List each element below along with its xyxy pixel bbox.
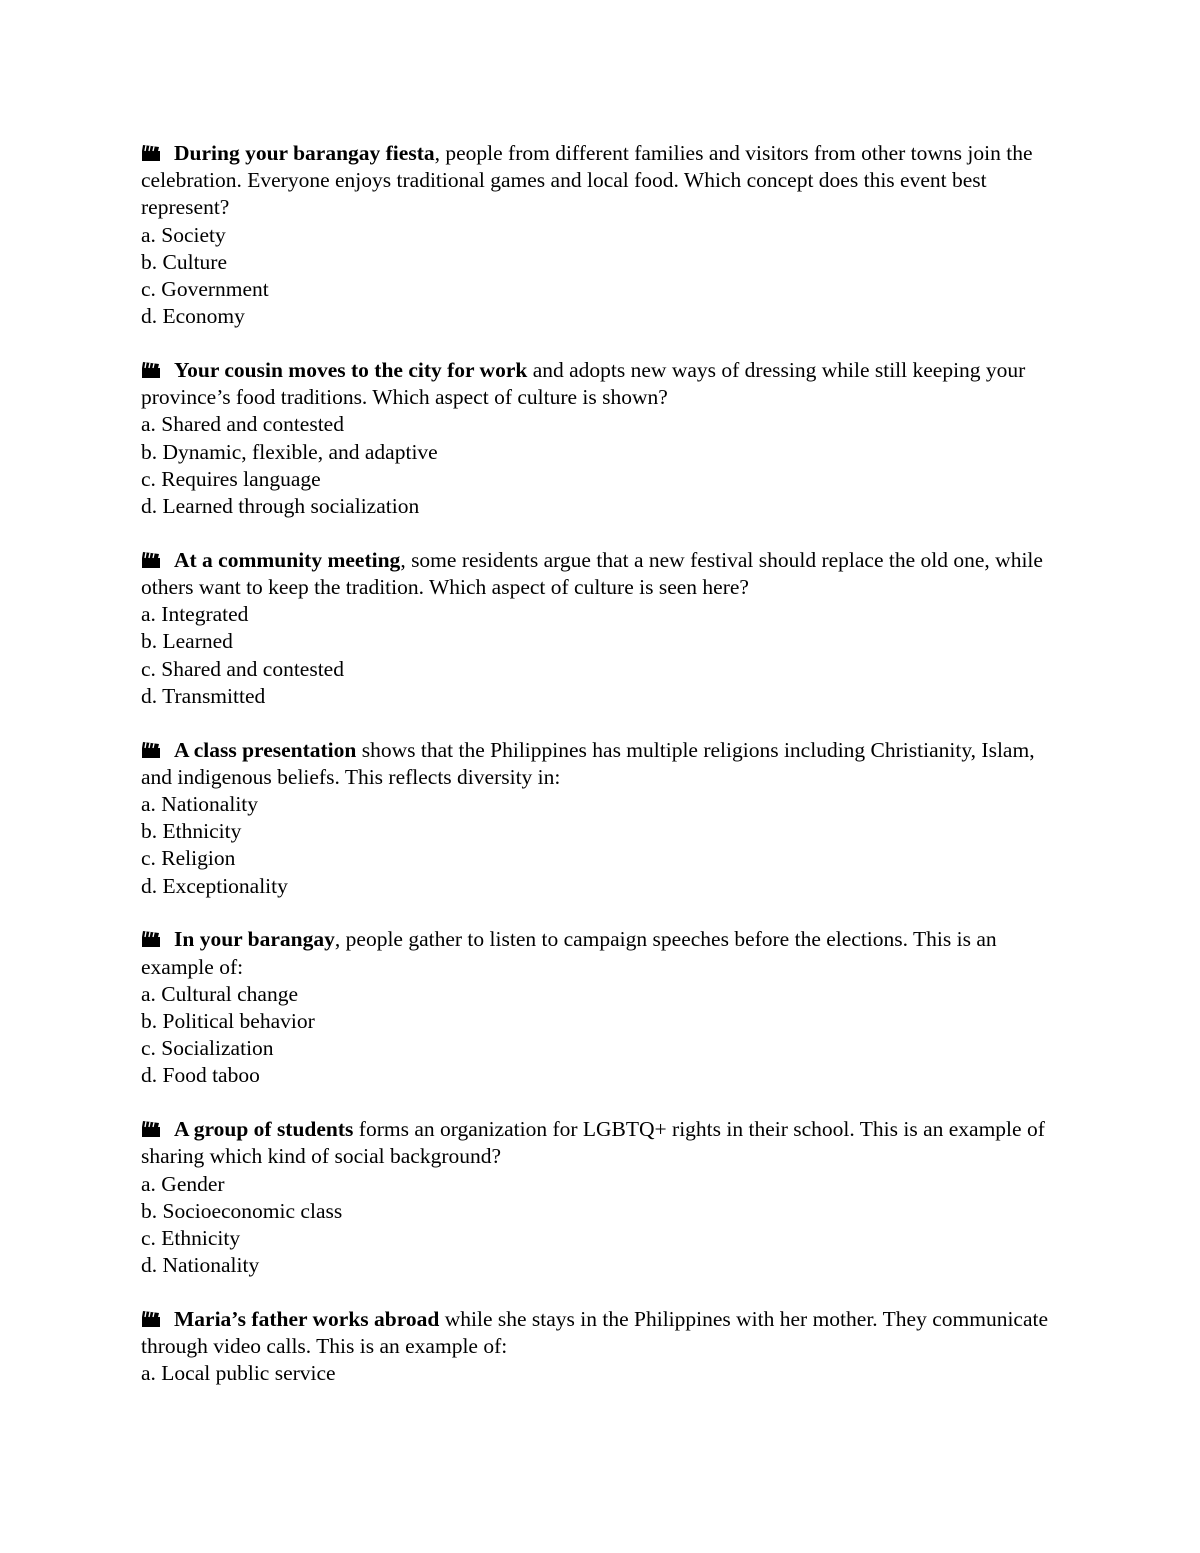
question-lead: At a community meeting	[174, 547, 401, 572]
clapperboard-icon	[141, 930, 161, 948]
answer-option-b: b. Culture	[141, 249, 227, 274]
answer-option-a: a. Local public service	[141, 1361, 336, 1386]
question-7	[141, 1306, 1070, 1388]
question-text: and adopts new ways of dressing while still keeping your province’s food traditions. Which aspect of culture is shown?	[141, 358, 1026, 410]
question-stem	[141, 140, 1070, 222]
answer-option-c: c. Shared and contested	[141, 656, 344, 681]
question-3	[141, 547, 1070, 710]
question-text: , people gather to listen to campaign speeches before the elections. This is an example of:	[141, 927, 997, 979]
answer-option-d: d. Exceptionality	[141, 873, 288, 898]
clapperboard-icon	[141, 741, 161, 759]
question-stem	[141, 357, 1070, 411]
clapperboard-icon	[141, 361, 161, 379]
answer-option-a: a. Integrated	[141, 602, 249, 627]
clapperboard-icon	[141, 144, 161, 162]
question-text: while she stays in the Philippines with her mother. They communicate through video calls. This is an example of:	[141, 1307, 1049, 1359]
question-lead: A group of students	[174, 1117, 354, 1142]
question-text: , people from different families and visitors from other towns join the celebration. Everyone enjoys traditional games and local food. Which concept does this event best represent?	[141, 141, 1033, 220]
answer-option-a: a. Gender	[141, 1171, 225, 1196]
answer-option-b: b. Political behavior	[141, 1009, 315, 1034]
clapperboard-icon	[141, 1120, 161, 1138]
question-stem	[141, 1116, 1070, 1170]
question-6	[141, 1116, 1070, 1279]
question-1	[141, 140, 1070, 330]
question-5	[141, 926, 1070, 1089]
answer-option-c: c. Ethnicity	[141, 1226, 241, 1251]
question-text: , some residents argue that a new festival should replace the old one, while others want to keep the tradition. Which aspect of culture is seen here?	[141, 547, 1043, 600]
answer-option-d: d. Transmitted	[141, 683, 266, 708]
question-lead: In your barangay	[174, 927, 335, 952]
answer-option-a: a. Society	[141, 222, 226, 247]
question-text: shows that the Philippines has multiple religions including Christianity, Islam, and indigenous beliefs. This reflects diversity in:	[141, 737, 1035, 789]
clapperboard-icon	[141, 551, 161, 569]
answer-option-c: c. Requires language	[141, 466, 321, 491]
question-lead: A class presentation	[174, 737, 357, 762]
answer-option-c: c. Government	[141, 277, 269, 302]
answer-option-d: d. Nationality	[141, 1253, 260, 1278]
answer-option-b: b. Learned	[141, 629, 233, 654]
question-stem	[141, 1306, 1070, 1360]
answer-option-a: a. Nationality	[141, 792, 259, 817]
question-lead: Maria’s father works abroad	[174, 1307, 440, 1332]
answer-option-b: b. Ethnicity	[141, 819, 242, 844]
question-2	[141, 357, 1070, 520]
question-lead: Your cousin moves to the city for work	[174, 358, 528, 383]
question-text: forms an organization for LGBTQ+ rights in their school. This is an example of sharing which kind of social background?	[141, 1117, 1045, 1169]
clapperboard-icon	[141, 1310, 161, 1328]
answer-option-a: a. Shared and contested	[141, 412, 344, 437]
question-stem	[141, 737, 1070, 791]
question-lead: During your barangay fiesta	[174, 141, 435, 165]
answer-option-a: a. Cultural change	[141, 981, 299, 1006]
answer-option-d: d. Food taboo	[141, 1063, 260, 1088]
question-4	[141, 737, 1070, 900]
answer-option-d: d. Economy	[141, 304, 245, 329]
answer-option-d: d. Learned through socialization	[141, 494, 420, 519]
answer-option-b: b. Dynamic, flexible, and adaptive	[141, 439, 438, 464]
answer-option-c: c. Religion	[141, 846, 236, 871]
answer-option-c: c. Socialization	[141, 1036, 274, 1061]
question-stem	[141, 547, 1070, 601]
answer-option-b: b. Socioeconomic class	[141, 1198, 343, 1223]
question-stem	[141, 926, 1070, 980]
